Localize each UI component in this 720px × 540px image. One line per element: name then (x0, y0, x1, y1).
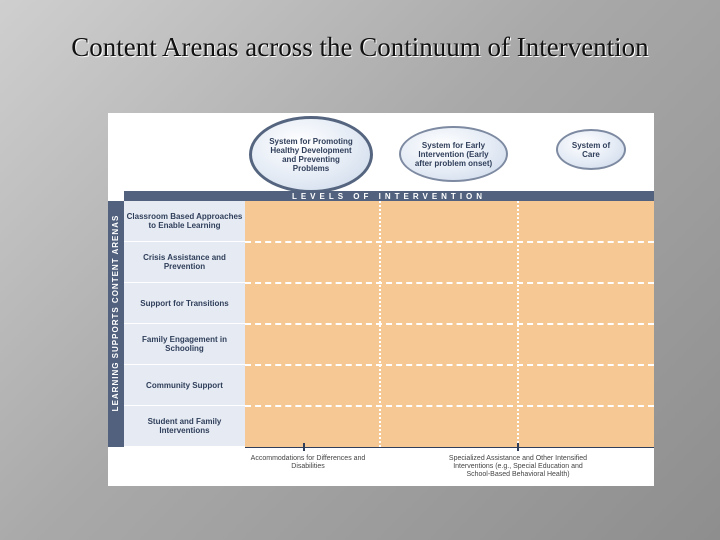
footnote-accommodations: Accommodations for Differences and Disabilities (250, 455, 366, 470)
system-label-early-intervention: System for Early Intervention (Early after problem onset) (414, 140, 493, 168)
footnote-specialized-assistance: Specialized Assistance and Other Intensified Interventions (e.g., Special Education and School-Based Behavioral Health) (448, 455, 588, 478)
levels-header: LEVELS OF INTERVENTION (124, 191, 654, 201)
system-oval-prevention (249, 116, 373, 193)
grid-row-divider (245, 241, 654, 243)
system-label-prevention: System for Promoting Healthy Development and Preventing Problems (269, 136, 353, 173)
intervention-grid (245, 201, 654, 447)
axis-tick (517, 443, 519, 451)
arena-crisis: Crisis Assistance and Prevention (124, 242, 245, 283)
grid-row-divider (245, 405, 654, 407)
system-label-care: System of Care (571, 140, 611, 159)
arena-classroom: Classroom Based Approaches to Enable Learning (124, 201, 245, 242)
axis-tick (303, 443, 305, 451)
slide-title: Content Arenas across the Continuum of Intervention (71, 32, 649, 62)
grid-row-divider (245, 323, 654, 325)
arena-student-family: Student and Family Interventions (124, 406, 245, 447)
arena-community: Community Support (124, 365, 245, 406)
side-label: LEARNING SUPPORTS CONTENT ARENAS (111, 214, 120, 412)
arena-list (124, 201, 245, 447)
arena-family-engagement: Family Engagement in Schooling (124, 324, 245, 365)
arena-transitions: Support for Transitions (124, 283, 245, 324)
grid-row-divider (245, 364, 654, 366)
continuum-axis (245, 447, 654, 448)
grid-column-divider (517, 201, 519, 447)
grid-row-divider (245, 282, 654, 284)
diagram-panel (108, 113, 654, 486)
grid-column-divider (379, 201, 381, 447)
system-oval-care (556, 129, 626, 170)
system-oval-early-intervention (399, 126, 508, 182)
